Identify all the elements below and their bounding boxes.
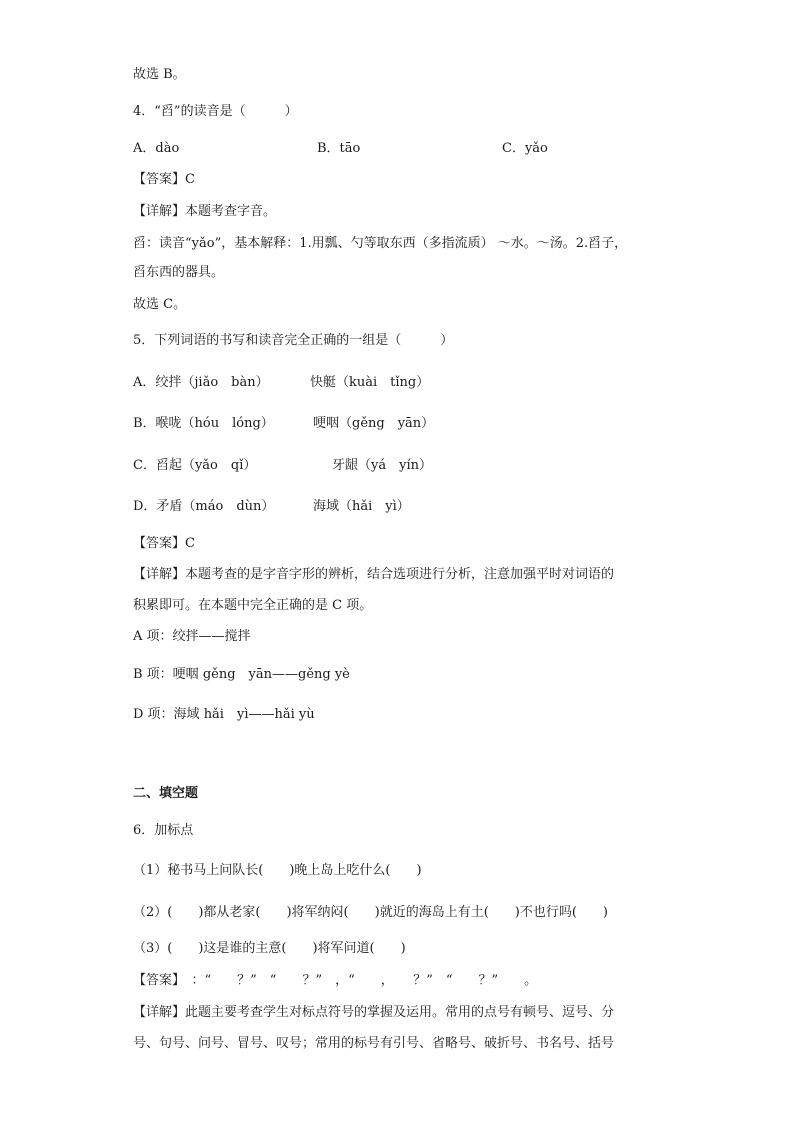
q5-option-b: B．喉咙（hóu lóng）	[133, 416, 274, 431]
q5-answer: 【答案】C	[133, 536, 195, 551]
q6-item-1: （1）秘书马上问队长( )晚上岛上吃什么( )	[133, 863, 422, 878]
q3-conclusion: 故选 B。	[133, 67, 186, 82]
q5-detail-1: 【详解】本题考查的是字音字形的辨析，结合选项进行分析，注意加强平时对词语的	[133, 567, 615, 582]
q6-detail-2: 号、句号、问号、冒号、叹号；常用的标号有引号、省略号、破折号、书名号、括号	[133, 1036, 615, 1051]
q5-detail-2: 积累即可。在本题中完全正确的是 C 项。	[133, 598, 373, 613]
q6-detail-1: 【详解】此题主要考查学生对标点符号的掌握及运用。常用的点号有顿号、逗号、分	[133, 1005, 615, 1020]
q5-note-b: B 项：哽咽 gěng yān——gěng yè	[133, 667, 350, 682]
q5-stem: 5．下列词语的书写和读音完全正确的一组是（ ）	[133, 333, 454, 348]
q5-option-a-word2: 快艇（kuài tǐng）	[310, 375, 430, 390]
q4-conclusion: 故选 C。	[133, 297, 187, 312]
q5-option-d-word2: 海域（hǎi yì）	[313, 499, 410, 514]
q4-detail-3: 舀东西的器具。	[133, 265, 225, 280]
q5-option-a: A．绞拌（jiǎo bàn）	[133, 375, 269, 390]
q5-note-d: D 项：海域 hǎi yì——hǎi yù	[133, 707, 315, 722]
q4-answer: 【答案】C	[133, 172, 195, 187]
q4-option-a: A．dào	[133, 141, 180, 156]
q4-option-b: B．tāo	[317, 141, 361, 156]
q5-note-a: A 项：绞拌——搅拌	[133, 629, 251, 644]
q4-detail-1: 【详解】本题考查字音。	[133, 204, 277, 219]
q6-answer	[133, 972, 537, 990]
q5-option-b-word2: 哽咽（gěng yān）	[313, 416, 435, 431]
q5-option-c-word2: 牙龈（yá yín）	[332, 458, 432, 473]
q5-option-d: D．矛盾（máo dùn）	[133, 499, 275, 514]
q6-stem: 6．加标点	[133, 823, 194, 838]
q6-item-3: （3）( )这是谁的主意( )将军问道( )	[133, 941, 406, 956]
q6-answer-label: 【答案】	[133, 973, 179, 988]
q4-detail-2: 舀：读音“yǎo”，基本解释：1.用瓢、勺等取东西（多指流质） ～水。～汤。2.舀子，	[133, 236, 628, 251]
q5-option-c: C．舀起（yǎo qǐ）	[133, 458, 257, 473]
q4-stem: 4．“舀”的读音是（ ）	[133, 104, 298, 119]
q6-answer-marks: ：“ ？” “ ？” ，“ ， ？” “ ？” 。	[178, 973, 538, 988]
q6-item-2: （2）( )都从老家( )将军纳闷( )就近的海岛上有土( )不也行吗( )	[133, 905, 608, 920]
q4-option-c: C．yǎo	[502, 141, 548, 156]
section-heading: 二、填空题	[133, 786, 199, 801]
